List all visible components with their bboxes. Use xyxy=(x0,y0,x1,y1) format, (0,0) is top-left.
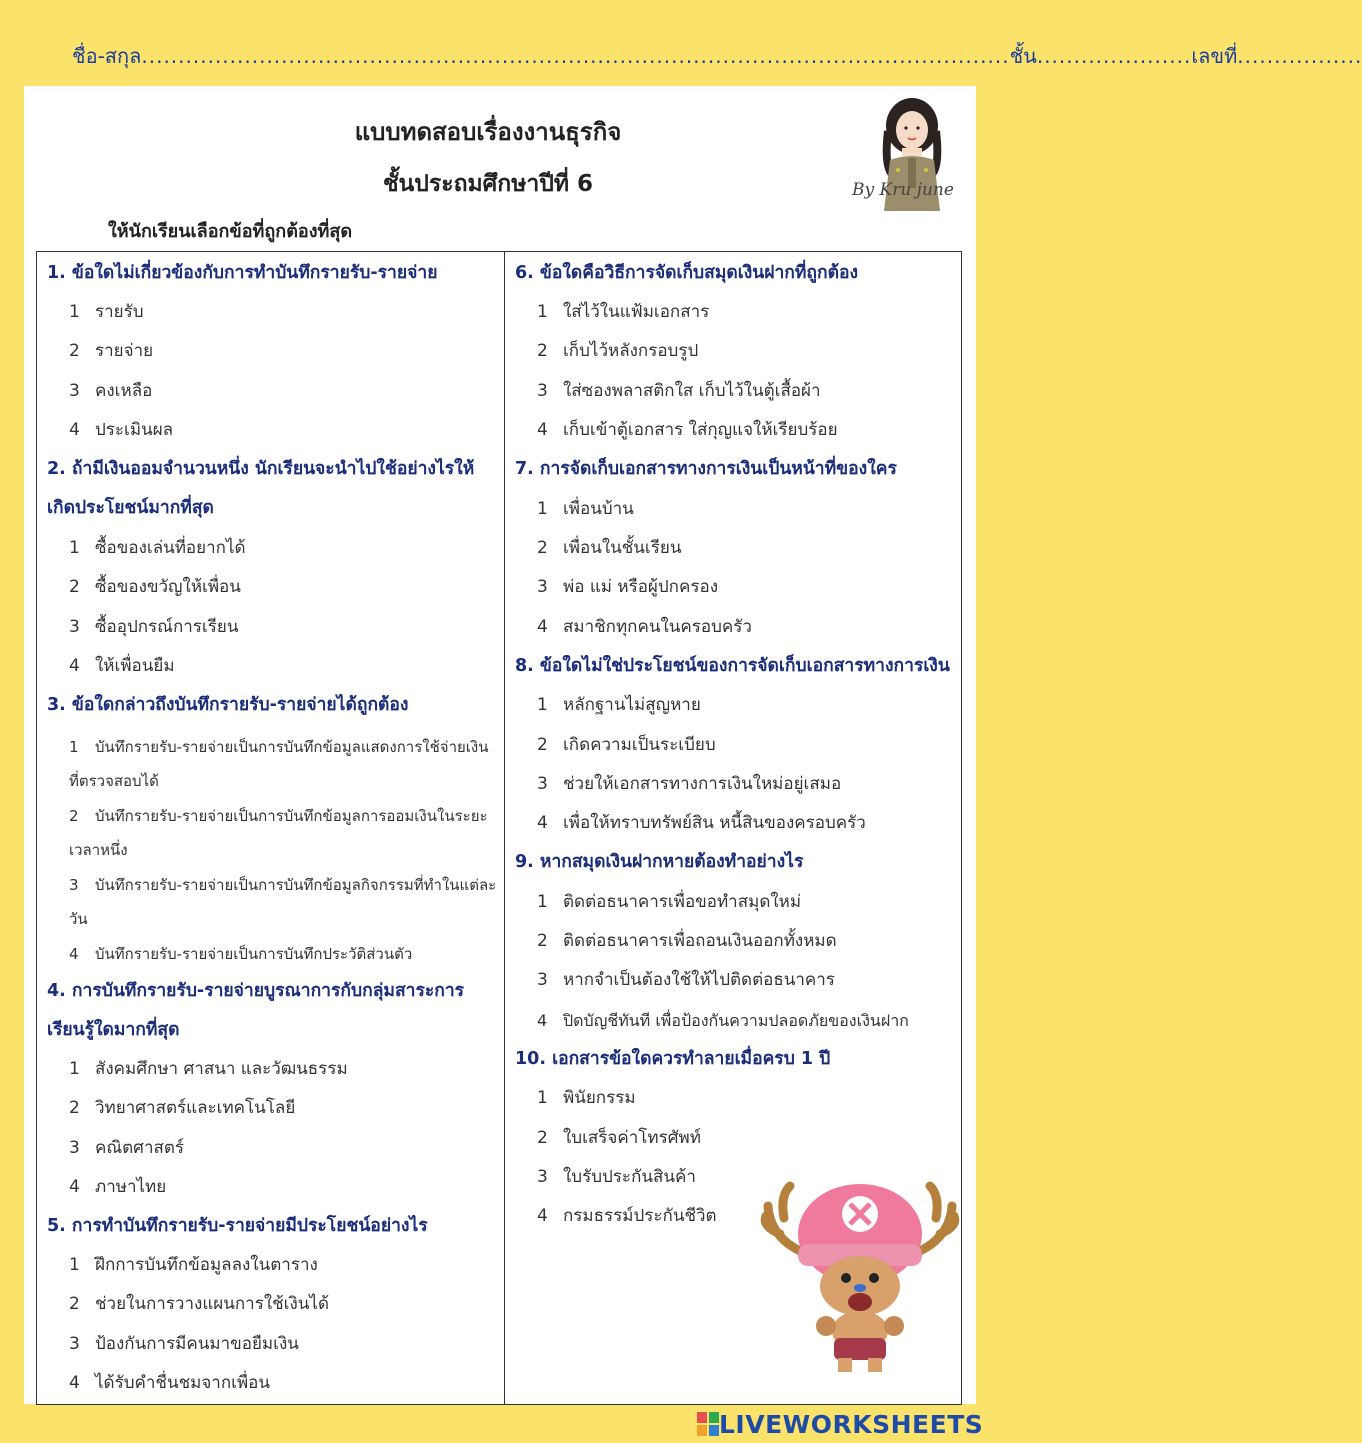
q6-option-2[interactable] xyxy=(537,332,955,371)
option-number: 2 xyxy=(537,538,548,558)
q1-option-4[interactable] xyxy=(69,411,498,450)
student-info-line xyxy=(72,40,1362,80)
page-title: แบบทดสอบเรื่องงานธุรกิจ xyxy=(354,118,622,146)
option-text: ซื้อของเล่นที่อยากได้ xyxy=(95,538,246,558)
question-10: 10. เอกสารข้อใดควรทำลายเมื่อครบ 1 ปี xyxy=(515,1049,831,1069)
option-text: พ่อ แม่ หรือผู้ปกครอง xyxy=(563,577,718,597)
question-3: 3. ข้อใดกล่าวถึงบันทึกรายรับ-รายจ่ายได้ถูกต้อง xyxy=(47,695,409,715)
option-number: 1 xyxy=(69,538,80,558)
option-text: เพื่อนบ้าน xyxy=(563,499,634,519)
q2-option-3[interactable] xyxy=(69,608,498,647)
question-1: 1. ข้อใดไม่เกี่ยวข้องกับการทำบันทึกรายรับ-รายจ่าย xyxy=(47,263,438,283)
q1-option-3[interactable] xyxy=(69,372,498,411)
q4-option-3[interactable] xyxy=(69,1129,498,1168)
option-text: ช่วยในการวางแผนการใช้เงินได้ xyxy=(95,1294,329,1314)
option-number: 3 xyxy=(537,774,548,794)
q3-option-3[interactable] xyxy=(69,868,498,936)
q4-option-4[interactable] xyxy=(69,1168,498,1207)
left-column xyxy=(37,252,505,1404)
option-text: ใบเสร็จค่าโทรศัพท์ xyxy=(563,1128,701,1148)
question-6: 6. ข้อใดคือวิธีการจัดเก็บสมุดเงินฝากที่ถูกต้อง xyxy=(515,263,859,283)
option-text: ให้เพื่อนยืม xyxy=(95,656,175,676)
option-text: บันทึกรายรับ-รายจ่ายเป็นการบันทึกข้อมูลการออมเงินในระยะเวลาหนึ่ง xyxy=(69,807,488,859)
option-text: หลักฐานไม่สูญหาย xyxy=(563,695,701,715)
option-text: ภาษาไทย xyxy=(95,1177,167,1197)
option-text: บันทึกรายรับ-รายจ่ายเป็นการบันทึกข้อมูลกิจกรรมที่ทำในแต่ละวัน xyxy=(69,876,497,928)
q5-option-2[interactable] xyxy=(69,1285,498,1324)
q7-option-1[interactable] xyxy=(537,490,955,529)
q2-option-1[interactable] xyxy=(69,529,498,568)
option-number: 3 xyxy=(69,381,80,401)
question-9: 9. หากสมุดเงินฝากหายต้องทำอย่างไร xyxy=(515,852,804,872)
q3-option-4[interactable] xyxy=(69,937,498,971)
option-text: หากจำเป็นต้องใช้ให้ไปติดต่อธนาคาร xyxy=(563,970,835,990)
option-number: 1 xyxy=(537,1088,548,1108)
option-number: 1 xyxy=(69,1255,80,1275)
class-blank[interactable]: ..................... xyxy=(1036,44,1192,68)
option-text: รายรับ xyxy=(95,302,144,322)
name-label: ชื่อ-สกุล xyxy=(72,44,142,68)
option-text: ใส่ซองพลาสติกใส เก็บไว้ในตู้เสื้อผ้า xyxy=(563,381,821,401)
option-text: กรมธรรม์ประกันชีวิต xyxy=(563,1206,717,1226)
option-number: 4 xyxy=(69,1177,80,1197)
option-text: ฝึกการบันทึกข้อมูลลงในตาราง xyxy=(95,1255,318,1275)
q4-option-1[interactable] xyxy=(69,1050,498,1089)
option-text: เก็บไว้หลังกรอบรูป xyxy=(563,341,699,361)
option-number: 3 xyxy=(537,577,548,597)
question-5: 5. การทำบันทึกรายรับ-รายจ่ายมีประโยชน์อย่างไร xyxy=(47,1216,428,1236)
q3-option-2[interactable] xyxy=(69,799,498,867)
option-text: ปิดบัญชีทันที เพื่อป้องกันความปลอดภัยของเงินฝาก xyxy=(563,1011,909,1030)
option-number: 3 xyxy=(69,617,80,637)
liveworksheets-icon xyxy=(697,1412,719,1436)
option-number: 1 xyxy=(69,302,80,322)
q7-option-4[interactable] xyxy=(537,608,955,647)
option-number: 2 xyxy=(69,577,80,597)
q2-option-2[interactable] xyxy=(69,568,498,607)
option-number: 2 xyxy=(537,931,548,951)
q1-option-2[interactable] xyxy=(69,332,498,371)
q4-option-2[interactable] xyxy=(69,1089,498,1128)
option-text: ซื้ออุปกรณ์การเรียน xyxy=(95,617,239,637)
name-blank[interactable]: ...................................................................................................................... xyxy=(141,44,1010,68)
option-number: 3 xyxy=(537,970,548,990)
option-number: 1 xyxy=(537,695,548,715)
question-4: 4. การบันทึกรายรับ-รายจ่ายบูรณาการกับกลุ่มสาระการเรียนรู้ใดมากที่สุด xyxy=(47,981,465,1040)
option-number: 4 xyxy=(537,813,548,833)
option-number: 1 xyxy=(537,302,548,322)
option-text: เกิดความเป็นระเบียบ xyxy=(563,735,716,755)
option-number: 4 xyxy=(69,945,79,963)
option-number: 3 xyxy=(537,1167,548,1187)
option-text: คณิตศาสตร์ xyxy=(95,1138,185,1158)
q9-option-3[interactable] xyxy=(537,961,955,1000)
question-8: 8. ข้อใดไม่ใช่ประโยชน์ของการจัดเก็บเอกสารทางการเงิน xyxy=(515,656,950,676)
q5-option-3[interactable] xyxy=(69,1325,498,1364)
q7-option-2[interactable] xyxy=(537,529,955,568)
option-text: คงเหลือ xyxy=(95,381,153,401)
number-blank[interactable]: ................. xyxy=(1237,44,1362,68)
q8-option-1[interactable] xyxy=(537,686,955,725)
class-label: ชั้น xyxy=(1009,44,1037,68)
option-text: ได้รับคำชื่นชมจากเพื่อน xyxy=(95,1373,270,1393)
q5-option-1[interactable] xyxy=(69,1246,498,1285)
option-number: 1 xyxy=(69,738,79,756)
option-text: รายจ่าย xyxy=(95,341,154,361)
q5-option-4[interactable] xyxy=(69,1364,498,1403)
option-text: ใบรับประกันสินค้า xyxy=(563,1167,696,1187)
q10-option-1[interactable] xyxy=(537,1079,955,1118)
question-7: 7. การจัดเก็บเอกสารทางการเงินเป็นหน้าที่ของใคร xyxy=(515,459,897,479)
option-number: 3 xyxy=(69,876,79,894)
option-number: 1 xyxy=(69,1059,80,1079)
q6-option-3[interactable] xyxy=(537,372,955,411)
q9-option-2[interactable] xyxy=(537,922,955,961)
option-text: วิทยาศาสตร์และเทคโนโลยี xyxy=(95,1098,296,1118)
option-text: เก็บเข้าตู้เอกสาร ใส่กุญแจให้เรียบร้อย xyxy=(563,420,838,440)
option-number: 4 xyxy=(69,1373,80,1393)
option-number: 2 xyxy=(537,1128,548,1148)
option-number: 1 xyxy=(537,892,548,912)
option-number: 3 xyxy=(69,1138,80,1158)
option-text: บันทึกรายรับ-รายจ่ายเป็นการบันทึกประวัติส่วนตัว xyxy=(95,945,413,963)
option-number: 3 xyxy=(69,1334,80,1354)
logo-text: LIVEWORKSHEETS xyxy=(719,1409,984,1439)
q9-option-4[interactable] xyxy=(537,1001,955,1040)
option-text: สังคมศึกษา ศาสนา และวัฒนธรรม xyxy=(95,1059,348,1079)
option-number: 4 xyxy=(537,1011,548,1030)
cartoon-reindeer-illustration xyxy=(760,1156,960,1376)
option-text: ซื้อของขวัญให้เพื่อน xyxy=(95,577,241,597)
q7-option-3[interactable] xyxy=(537,568,955,607)
q6-option-4[interactable] xyxy=(537,411,955,450)
q2-option-4[interactable] xyxy=(69,647,498,686)
instruction-text: ให้นักเรียนเลือกข้อที่ถูกต้องที่สุด xyxy=(108,221,353,242)
liveworksheets-logo[interactable] xyxy=(697,1407,983,1441)
q8-option-3[interactable] xyxy=(537,765,955,804)
question-2: 2. ถ้ามีเงินออมจำนวนหนึ่ง นักเรียนจะนำไปใช้อย่างไรให้เกิดประโยชน์มากที่สุด xyxy=(47,459,475,518)
option-text: ใส่ไว้ในแฟ้มเอกสาร xyxy=(563,302,710,322)
q10-option-2[interactable] xyxy=(537,1119,955,1158)
option-number: 4 xyxy=(69,420,80,440)
option-text: เพื่อให้ทราบทรัพย์สิน หนี้สินของครอบครัว xyxy=(563,813,866,833)
option-text: ติดต่อธนาคารเพื่อถอนเงินออกทั้งหมด xyxy=(563,931,837,951)
page-subtitle: ชั้นประถมศึกษาปีที่ 6 xyxy=(382,171,594,197)
option-number: 1 xyxy=(537,499,548,519)
option-text: บันทึกรายรับ-รายจ่ายเป็นการบันทึกข้อมูลแสดงการใช้จ่ายเงินที่ตรวจสอบได้ xyxy=(69,738,489,790)
number-label: เลขที่ xyxy=(1191,44,1238,68)
option-text: สมาชิกทุกคนในครอบครัว xyxy=(563,617,752,637)
option-number: 4 xyxy=(537,420,548,440)
option-text: ป้องกันการมีคนมาขอยืมเงิน xyxy=(95,1334,299,1354)
q1-option-1[interactable] xyxy=(69,293,498,332)
q8-option-2[interactable] xyxy=(537,726,955,765)
q9-option-1[interactable] xyxy=(537,883,955,922)
option-number: 4 xyxy=(537,1206,548,1226)
q8-option-4[interactable] xyxy=(537,804,955,843)
option-number: 2 xyxy=(69,1294,80,1314)
option-text: เพื่อนในชั้นเรียน xyxy=(563,538,682,558)
option-number: 2 xyxy=(69,807,79,825)
option-text: ประเมินผล xyxy=(95,420,174,440)
option-number: 2 xyxy=(69,1098,80,1118)
option-number: 4 xyxy=(69,656,80,676)
signature: By Kru june xyxy=(852,180,954,200)
option-number: 2 xyxy=(537,341,548,361)
option-number: 4 xyxy=(537,617,548,637)
option-number: 2 xyxy=(69,341,80,361)
q3-option-1[interactable] xyxy=(69,730,498,798)
option-text: ติดต่อธนาคารเพื่อขอทำสมุดใหม่ xyxy=(563,892,802,912)
option-number: 2 xyxy=(537,735,548,755)
option-text: พินัยกรรม xyxy=(563,1088,636,1108)
option-text: ช่วยให้เอกสารทางการเงินใหม่อยู่เสมอ xyxy=(563,774,842,794)
option-number: 3 xyxy=(537,381,548,401)
q6-option-1[interactable] xyxy=(537,293,955,332)
